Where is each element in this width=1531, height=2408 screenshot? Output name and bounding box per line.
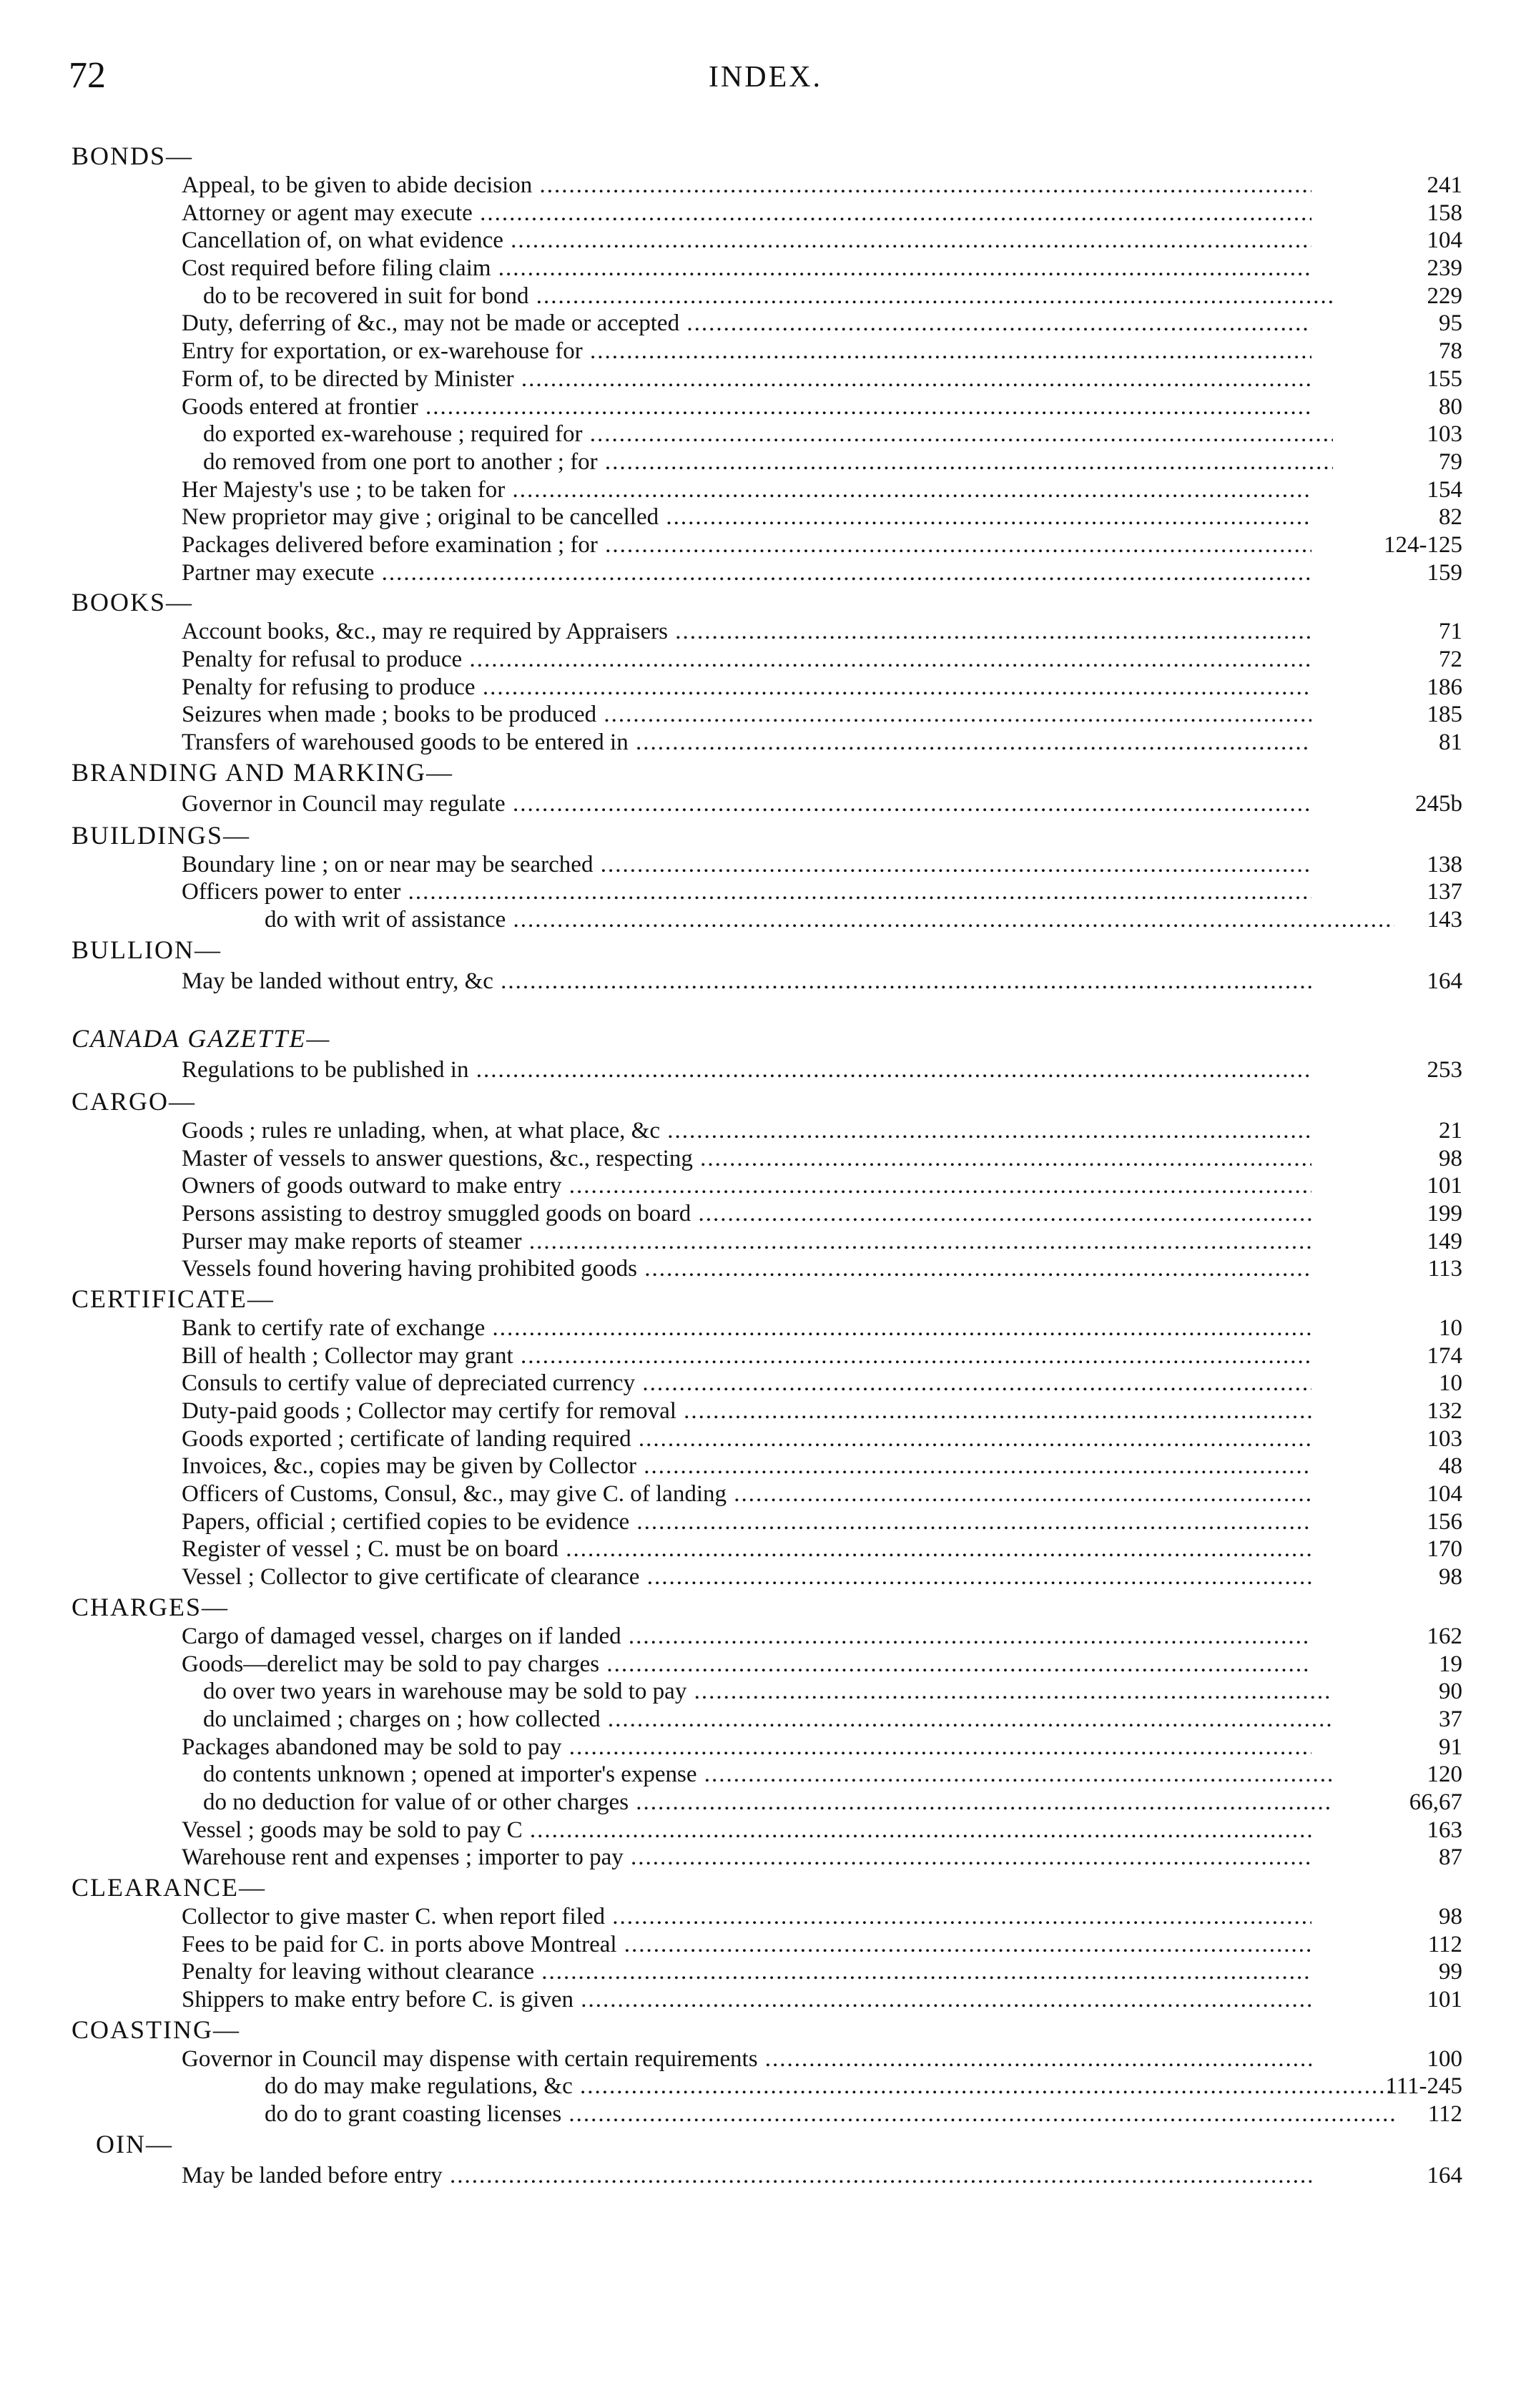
entry-text: Shippers to make entry before C. is given ..... [182,1986,1311,2014]
entry-text: Goods—derelict may be sold to pay charges ..... [182,1651,1311,1679]
entry-page-ref: 72 [1439,647,1462,672]
entry-page-ref: 137 [1427,879,1462,905]
entry-page-ref: 81 [1439,729,1462,756]
entry-page-ref: 132 [1427,1398,1462,1424]
index-entry [0,1370,1531,1397]
index-section-cargo [0,1086,1531,1283]
index-entry [0,1734,1531,1761]
entry-text: do over two years in warehouse may be sold to pay ..... [203,1678,1333,1706]
entry-page-ref: 104 [1427,1481,1462,1508]
entry-text: Penalty for leaving without clearance ..... [182,1958,1311,1986]
entry-page-ref: 156 [1427,1508,1462,1535]
entry-page-ref: 99 [1439,1959,1462,1985]
index-entry [0,1453,1531,1480]
index-entry [0,200,1531,227]
index-section-buildings [0,820,1531,934]
section-heading: BULLION— [72,935,222,964]
index-entry [0,851,1531,879]
entry-text: Consuls to certify value of depreciated currency ..... [182,1370,1311,1397]
entry-text: do unclaimed ; charges on ; how collected ..... [203,1706,1333,1734]
section-heading: CARGO— [72,1086,197,1116]
index-entry [0,1535,1531,1563]
entry-text: Penalty for refusal to produce ..... [182,646,1311,674]
entry-text: Transfers of warehoused goods to be entered in ..... [182,729,1311,757]
entry-page-ref: 82 [1439,504,1462,531]
entry-page-ref: 154 [1427,476,1462,503]
entry-page-ref: 98 [1439,1904,1462,1930]
entry-page-ref: 155 [1427,365,1462,392]
section-heading: COASTING— [72,2015,241,2044]
entry-page-ref: 159 [1427,559,1462,586]
entry-page-ref: 185 [1427,702,1462,728]
index-entry [0,1563,1531,1591]
entry-page-ref: 80 [1439,393,1462,420]
entry-text: Entry for exportation, or ex-warehouse for ..... [182,338,1311,365]
entry-text: Regulations to be published in ..... [182,1054,1311,1086]
index-entry [0,729,1531,757]
index-entry [0,1228,1531,1256]
entry-text: Purser may make reports of steamer ..... [182,1228,1311,1256]
entry-text: Duty, deferring of &c., may not be made or accepted ..... [182,310,1311,338]
entry-text: do exported ex-warehouse ; required for ..... [203,421,1333,448]
section-heading: BONDS— [72,142,194,170]
section-heading: CHARGES— [72,1592,230,1621]
index-entry [0,1706,1531,1734]
entry-text: Invoices, &c., copies may be given by Collector ..... [182,1453,1311,1480]
entry-page-ref: 79 [1439,448,1462,475]
index-entry [0,965,1531,997]
entry-page-ref: 87 [1439,1844,1462,1871]
index-entry [0,476,1531,504]
entry-page-ref: 229 [1427,282,1462,309]
index-section-branding-and-marking [0,757,1531,820]
entry-page-ref: 37 [1439,1706,1462,1732]
entry-text: Penalty for refusing to produce ..... [182,674,1311,702]
entry-page-ref: 120 [1427,1761,1462,1788]
entry-text: do contents unknown ; opened at importer's expense ..... [203,1761,1333,1789]
entry-text: do removed from one port to another ; for ..... [203,448,1333,476]
index-entry [0,1931,1531,1959]
index-entry [0,1789,1531,1817]
entry-text: Packages delivered before examination ; for ..... [182,531,1311,559]
section-heading: CLEARANCE— [72,1873,266,1902]
entry-page-ref: 253 [1427,1056,1462,1083]
entry-page-ref: 101 [1427,1173,1462,1199]
entry-text: Vessels found hovering having prohibited goods ..... [182,1255,1311,1283]
index-entry [0,1986,1531,2014]
index-entry [0,701,1531,729]
entry-page-ref: 10 [1439,1370,1462,1397]
entry-text: Goods exported ; certificate of landing required ..... [182,1425,1311,1453]
entry-text: Vessel ; Collector to give certificate of clearance ..... [182,1563,1311,1591]
index-entry [0,310,1531,338]
entry-page-ref: 21 [1439,1117,1462,1144]
entry-text: do to be recovered in suit for bond ..... [203,282,1333,310]
index-section-certificate [0,1283,1531,1591]
index-body [0,140,1531,2191]
entry-text: New proprietor may give ; original to be cancelled ..... [182,503,1311,531]
index-entry [0,255,1531,282]
index-entry [0,1117,1531,1145]
entry-page-ref: 112 [1427,2101,1462,2128]
section-heading: CANADA GAZETTE— [72,1023,331,1053]
index-entry [0,1314,1531,1342]
entry-text: do do to grant coasting licenses ..... [265,2100,1394,2128]
entry-page-ref: 163 [1427,1817,1462,1843]
entry-page-ref: 71 [1439,619,1462,645]
entry-page-ref: 239 [1427,255,1462,282]
entry-page-ref: 199 [1427,1200,1462,1227]
entry-text: Appeal, to be given to abide decision ..... [182,172,1311,200]
entry-text: do no deduction for value of or other charges ..... [203,1789,1333,1817]
index-section-books [0,586,1531,756]
index-entry [0,421,1531,448]
entry-page-ref: 158 [1427,200,1462,226]
entry-page-ref: 111-245 [1385,2073,1462,2100]
entry-page-ref: 149 [1427,1228,1462,1254]
entry-page-ref: 48 [1439,1453,1462,1480]
index-section-charges [0,1591,1531,1872]
entry-text: Form of, to be directed by Minister ..... [182,365,1311,393]
index-entry [0,1651,1531,1679]
index-entry [0,1958,1531,1986]
entry-text: Boundary line ; on or near may be searched ..... [182,851,1311,879]
entry-page-ref: 104 [1427,227,1462,254]
index-section-canada-gazette [0,1023,1531,1086]
index-entry [0,531,1531,559]
entry-text: Papers, official ; certified copies to be evidence ..... [182,1508,1311,1536]
entry-text: Fees to be paid for C. in ports above Montreal ..... [182,1931,1311,1959]
entry-page-ref: 100 [1427,2045,1462,2072]
index-section-clearance [0,1872,1531,2014]
section-heading: BOOKS— [72,588,194,617]
entry-page-ref: 174 [1427,1342,1462,1369]
entry-text: May be landed before entry ..... [182,2160,1311,2191]
index-section-bullion [0,934,1531,997]
entry-page-ref: 103 [1427,421,1462,448]
entry-text: Duty-paid goods ; Collector may certify for removal ..... [182,1397,1311,1425]
index-entry [0,674,1531,702]
entry-text: Vessel ; goods may be sold to pay C ..... [182,1817,1311,1844]
entry-page-ref: 95 [1439,310,1462,337]
entry-page-ref: 113 [1427,1256,1462,1282]
entry-text: Warehouse rent and expenses ; importer to pay ..... [182,1844,1311,1872]
entry-text: Register of vessel ; C. must be on board ..... [182,1535,1311,1563]
entry-text: Officers power to enter ..... [182,878,1311,906]
entry-page-ref: 112 [1427,1931,1462,1957]
entry-text: Master of vessels to answer questions, &c., respecting ..... [182,1145,1311,1173]
index-entry [0,1678,1531,1706]
index-entry [0,227,1531,255]
entry-page-ref: 164 [1427,968,1462,994]
index-entry [0,1817,1531,1844]
section-heading: BUILDINGS— [72,820,250,850]
entry-text: Goods entered at frontier ..... [182,393,1311,421]
entry-text: Attorney or agent may execute ..... [182,200,1311,227]
index-entry [0,788,1531,820]
entry-text: Collector to give master C. when report filed ..... [182,1903,1311,1931]
entry-text: Governor in Council may dispense with certain requirements ..... [182,2045,1311,2073]
index-entry [0,338,1531,365]
index-entry [0,503,1531,531]
entry-page-ref: 101 [1427,1987,1462,2013]
index-entry [0,646,1531,674]
index-entry [0,365,1531,393]
index-entry [0,618,1531,646]
section-heading: OIN— [96,2129,173,2158]
index-entry [0,1480,1531,1508]
entry-page-ref: 78 [1439,338,1462,365]
index-entry [0,2160,1531,2191]
index-entry [0,1761,1531,1789]
index-entry [0,878,1531,906]
index-entry [0,1903,1531,1931]
index-section-coasting [0,2014,1531,2128]
entry-text: Cost required before filing claim ..... [182,255,1311,282]
entry-page-ref: 98 [1439,1145,1462,1171]
section-heading: CERTIFICATE— [72,1284,275,1313]
entry-text: Partner may execute ..... [182,559,1311,587]
entry-page-ref: 164 [1427,2162,1462,2188]
entry-text: do do may make regulations, &c ..... [265,2073,1394,2100]
index-entry [0,1054,1531,1086]
index-entry [0,2100,1531,2128]
entry-text: Goods ; rules re unlading, when, at what place, &c ..... [182,1117,1311,1145]
entry-text: Her Majesty's use ; to be taken for ..... [182,476,1311,504]
entry-text: Packages abandoned may be sold to pay ..... [182,1734,1311,1761]
entry-text: Cancellation of, on what evidence ..... [182,227,1311,255]
index-entry [0,559,1531,587]
entry-page-ref: 124-125 [1384,531,1462,558]
entry-page-ref: 170 [1427,1536,1462,1563]
index-entry [0,1623,1531,1651]
index-entry [0,1200,1531,1228]
section-heading: BRANDING AND MARKING— [72,757,454,787]
index-entry [0,1397,1531,1425]
entry-page-ref: 19 [1439,1651,1462,1677]
page-title: INDEX. [708,61,823,94]
entry-text: Bank to certify rate of exchange ..... [182,1314,1311,1342]
entry-text: May be landed without entry, &c ..... [182,965,1311,997]
entry-page-ref: 66,67 [1409,1789,1462,1815]
index-entry [0,282,1531,310]
index-entry [0,1255,1531,1283]
entry-text: Persons assisting to destroy smuggled goods on board ..... [182,1200,1311,1228]
entry-page-ref: 90 [1439,1679,1462,1705]
entry-page-ref: 186 [1427,674,1462,700]
entry-page-ref: 143 [1427,907,1462,933]
index-entry [0,1145,1531,1173]
entry-text: do with writ of assistance ..... [265,906,1394,934]
entry-page-ref: 241 [1427,172,1462,198]
entry-text: Owners of goods outward to make entry ..... [182,1172,1311,1200]
entry-page-ref: 91 [1439,1734,1462,1760]
entry-text: Account books, &c., may re required by Appraisers ..... [182,618,1311,646]
entry-text: Cargo of damaged vessel, charges on if landed ..... [182,1623,1311,1651]
index-entry [0,1508,1531,1536]
entry-text: Governor in Council may regulate ..... [182,788,1311,820]
entry-page-ref: 138 [1427,851,1462,878]
index-entry [0,2045,1531,2073]
entry-page-ref: 10 [1439,1314,1462,1341]
index-section-oin [0,2128,1531,2191]
index-entry [0,172,1531,200]
page-header [0,54,1531,104]
entry-page-ref: 245b [1415,790,1462,817]
index-entry [0,448,1531,476]
entry-text: Seizures when made ; books to be produced ..... [182,701,1311,729]
index-entry [0,393,1531,421]
entry-text: Bill of health ; Collector may grant ..... [182,1342,1311,1370]
index-entry [0,906,1531,934]
entry-page-ref: 162 [1427,1623,1462,1649]
index-entry [0,1172,1531,1200]
entry-page-ref: 98 [1439,1564,1462,1591]
index-entry [0,1342,1531,1370]
index-entry [0,1844,1531,1872]
index-entry [0,1425,1531,1453]
page-number: 72 [69,55,106,96]
index-section-bonds [0,140,1531,586]
index-entry [0,2073,1531,2100]
entry-text: Officers of Customs, Consul, &c., may give C. of landing ..... [182,1480,1311,1508]
entry-page-ref: 103 [1427,1425,1462,1452]
